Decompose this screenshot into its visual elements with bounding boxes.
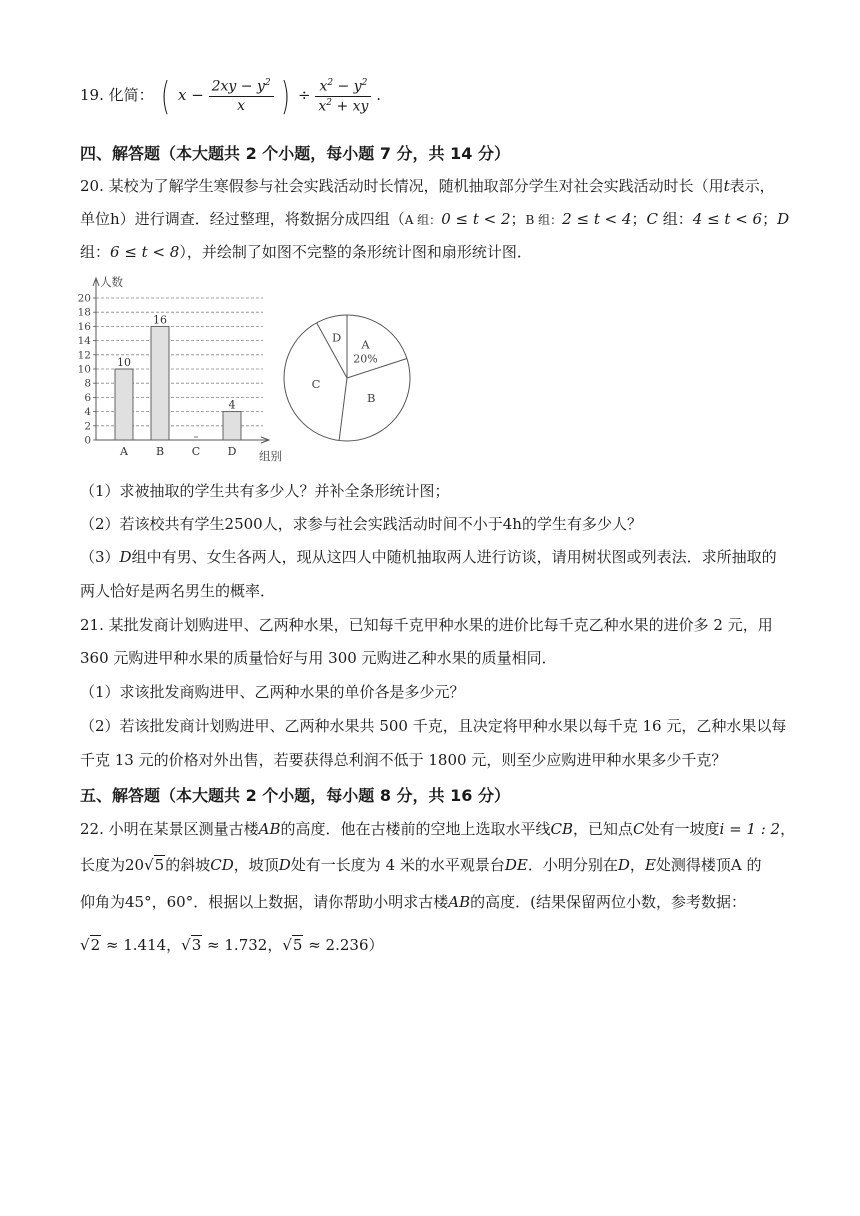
x-tick-label: B — [155, 445, 165, 458]
q20-line3-text-a: 组： — [80, 243, 111, 261]
q22-slope: i = 1 : 2 — [719, 820, 781, 838]
pie-slice-label: A — [361, 337, 370, 352]
bar-value-label: 4 — [228, 398, 236, 412]
q22-r5: 5 — [292, 936, 303, 954]
y-tick-label: 12 — [78, 349, 91, 362]
bar — [115, 369, 133, 440]
q19-x: x — [178, 86, 187, 104]
q19-fraction-2 — [315, 78, 371, 114]
x-tick-label: C — [191, 445, 201, 458]
q20-unit-h: h — [110, 210, 120, 228]
pie-percent-label: 20% — [353, 352, 378, 366]
q22-text-3c: 的高度．(结果保留两位小数，参考数据： — [470, 893, 746, 911]
q19-frac2-den-exp: 2 — [326, 97, 333, 108]
y-tick-label: 18 — [78, 306, 91, 319]
q22-text-2e: ．小明分别在 — [527, 856, 618, 874]
x-tick-label: D — [227, 445, 237, 458]
q22-var-d2: D — [617, 856, 630, 874]
q19-fraction-1 — [209, 78, 274, 114]
sqrt-2: √2 — [80, 936, 101, 954]
pie-chart-layer — [284, 315, 410, 441]
q20-group-a: A 组： — [404, 213, 442, 227]
q20-sep-1: ； — [510, 210, 526, 228]
q22-comma-3: ， — [267, 936, 283, 954]
q22-r3: 3 — [191, 936, 202, 954]
q20-line2-text-b: ）进行调查．经过整理，将数据分成四组（ — [119, 210, 405, 228]
y-tick-label: 8 — [84, 377, 91, 390]
q22-var-cb: CB — [550, 820, 573, 838]
q22-text-2c: ，坡顶 — [233, 856, 279, 874]
q20-sub3-line2: 两人恰好是两名男生的概率． — [80, 582, 276, 600]
y-tick-label: 16 — [78, 320, 91, 333]
q19-line — [80, 74, 381, 118]
q20-sub2-hours: 4h — [502, 515, 522, 533]
q20-var-t: t — [723, 177, 730, 195]
y-tick-label: 14 — [78, 335, 91, 348]
q20-line2-text-a: 单位 — [80, 210, 111, 228]
q19-frac2-num-exp-a: 2 — [327, 77, 334, 88]
q22-text-1c: ，已知点 — [573, 820, 634, 838]
sqrt-5: √5 — [282, 936, 303, 954]
q22-text-1e: ， — [780, 820, 796, 838]
pie-slice-label: D — [332, 330, 342, 345]
section4-title: 四、解答题（本大题共 2 个小题，每小题 7 分，共 14 分） — [80, 144, 510, 163]
q19-frac2-num-b: − y — [333, 78, 362, 95]
q21-line1: 21. 某批发商计划购进甲、乙两种水果，已知每千克甲种水果的进价比每千克乙种水果的进价多 2 元，用 — [80, 616, 773, 634]
q22-text-2f: 处测得楼顶A 的 — [655, 856, 762, 874]
q20-group-d-letter: D — [777, 210, 790, 228]
q20-group-c-letter: C — [646, 210, 658, 228]
q20-range-d: 6 ≤ t < 8 — [110, 243, 180, 261]
q22-angle-60: 60° — [166, 893, 194, 911]
q22-angle-45: 45° — [125, 893, 152, 911]
q22-text-1b: 的高度．他在古楼前的空地上选取水平线 — [280, 820, 551, 838]
q22-text-2a: 长度为 — [80, 856, 126, 874]
y-tick-label: 4 — [84, 406, 91, 419]
pie-chart — [280, 298, 420, 458]
q20-sub3-text-a: （3） — [80, 548, 120, 566]
q19-label: 19. 化简： — [80, 86, 154, 104]
q20-line3 — [80, 241, 532, 262]
q20-sub1: （1）求被抽取的学生共有多少人？并补全条形统计图； — [80, 482, 450, 500]
y-tick-label: 10 — [78, 363, 91, 376]
q21-sub2-line2: 千克 13 元的价格对外出售，若要获得总利润不低于 1800 元，则至少应购进甲种水果多少千克？ — [80, 751, 727, 769]
q19-minus: − — [191, 86, 204, 104]
q22-var-c: C — [633, 820, 645, 838]
q20-sub3-text-b: 组中有男、女生各两人，现从这四人中随机抽取两人进行访谈，请用树状图或列表法．求所抽取的 — [131, 548, 777, 566]
q22-line1 — [80, 818, 795, 839]
y-axis-label: 人数 — [100, 275, 123, 289]
q22-line3 — [80, 891, 746, 912]
bar-chart — [78, 270, 288, 470]
q19-frac2-den-b: + xy — [332, 98, 369, 115]
q19-frac1-num-exp: 2 — [264, 78, 271, 89]
q22-angle-sep: ， — [151, 893, 167, 911]
right-paren: ) — [281, 74, 291, 118]
q19-frac1-den: x — [237, 97, 246, 114]
q22-var-de: DE — [504, 856, 528, 874]
q22-var-ab2: AB — [448, 893, 471, 911]
q20-sub3-line1 — [80, 546, 777, 567]
q20-sub3-var-d: D — [119, 548, 132, 566]
q19-div: ÷ — [298, 86, 311, 104]
q20-sub2 — [80, 513, 642, 534]
q20-line1-text-a: 20. 某校为了解学生寒假参与社会实践活动时长情况，随机抽取部分学生对社会实践活动时长（用 — [80, 177, 724, 195]
q20-line3-text-b: ），并绘制了如图不完整的条形统计图和扇形统计图． — [179, 243, 532, 261]
bar-value-label: 16 — [153, 313, 167, 327]
x-tick-label: A — [120, 445, 128, 458]
q20-sub2-text-c: 的学生有多少人？ — [521, 515, 642, 533]
q20-range-a: 0 ≤ t < 2 — [441, 210, 511, 228]
q22-text-3b: ．根据以上数据，请你帮助小明求古楼 — [193, 893, 449, 911]
q20-range-b: 2 ≤ t < 4 — [562, 210, 632, 228]
q20-line2 — [80, 208, 789, 229]
y-tick-label: 20 — [78, 292, 91, 305]
q21-line2: 360 元购进甲种水果的质量恰好与用 300 元购进乙种水果的质量相同． — [80, 649, 557, 667]
q21-sub2-line1: （2）若该批发商计划购进甲、乙两种水果共 500 千克，且决定将甲种水果以每千克 16 元，乙种水果以每 — [80, 717, 787, 735]
q22-len-rad: 5 — [154, 856, 165, 874]
q22-var-ab: AB — [258, 820, 281, 838]
q20-line1 — [80, 175, 775, 196]
q22-r2-val: ≈ 1.414 — [101, 936, 167, 954]
bar — [151, 326, 169, 440]
q22-r2: 2 — [90, 936, 101, 954]
q20-group-b: B 组： — [525, 213, 563, 227]
q22-text-3a: 仰角为 — [80, 893, 126, 911]
q20-sub2-text-b: 人，求参与社会实践活动时间不小于 — [262, 515, 503, 533]
q22-text-1a: 22. 小明在某景区测量古楼 — [80, 820, 259, 838]
q19-frac2-num-exp-b: 2 — [361, 77, 368, 88]
y-tick-label: 6 — [84, 391, 91, 404]
q19-frac2-den-a: x — [318, 98, 327, 115]
q22-var-e: E — [644, 856, 656, 874]
y-tick-label: 0 — [84, 434, 91, 447]
q22-text-2b: 的斜坡 — [165, 856, 211, 874]
sqrt-sign-icon: √5 — [144, 856, 165, 874]
q20-sep-2: ； — [631, 210, 647, 228]
bar-chart-layer — [78, 275, 282, 463]
pie-divider — [339, 378, 347, 441]
q20-group-c: 组： — [658, 210, 693, 228]
q22-comma: ， — [629, 856, 645, 874]
q19-frac2-num-a: x — [319, 78, 328, 95]
q20-sub2-students: 2500 — [224, 515, 263, 533]
q22-r3-val: ≈ 1.732 — [202, 936, 268, 954]
q21-sub1: （1）求该批发商购进甲、乙两种水果的单价各是多少元？ — [80, 683, 465, 701]
q22-text-1d: 处有一坡度 — [644, 820, 720, 838]
q19-frac1-num: 2xy − y — [211, 78, 265, 95]
q22-r5-val: ≈ 2.236 — [303, 936, 369, 954]
q22-len-coef: 20 — [125, 856, 145, 874]
q22-text-2d: 处有一长度为 4 米的水平观景台 — [290, 856, 505, 874]
q22-comma-2: ， — [166, 936, 182, 954]
q20-sep-3: ； — [762, 210, 778, 228]
section5-title: 五、解答题（本大题共 2 个小题，每小题 8 分，共 16 分） — [80, 786, 510, 805]
bar — [223, 412, 241, 440]
q20-range-c: 4 ≤ t < 6 — [692, 210, 763, 228]
q22-line4 — [80, 934, 384, 955]
q22-line2 — [80, 854, 762, 875]
q20-line1-text-b: 表示， — [729, 177, 775, 195]
sqrt-3: √3 — [181, 936, 202, 954]
left-paren: ( — [161, 74, 171, 118]
q22-var-cd: CD — [210, 856, 234, 874]
pie-slice-label: C — [311, 376, 321, 391]
q20-sub2-text-a: （2）若该校共有学生 — [80, 515, 225, 533]
x-axis-label: 组别 — [259, 449, 282, 463]
y-tick-label: 2 — [84, 420, 91, 433]
q22-var-d: D — [278, 856, 291, 874]
pie-slice-label: B — [367, 391, 376, 406]
q19-period: . — [376, 86, 382, 104]
q22-close: ） — [368, 936, 384, 954]
bar-value-label: 10 — [117, 356, 131, 369]
